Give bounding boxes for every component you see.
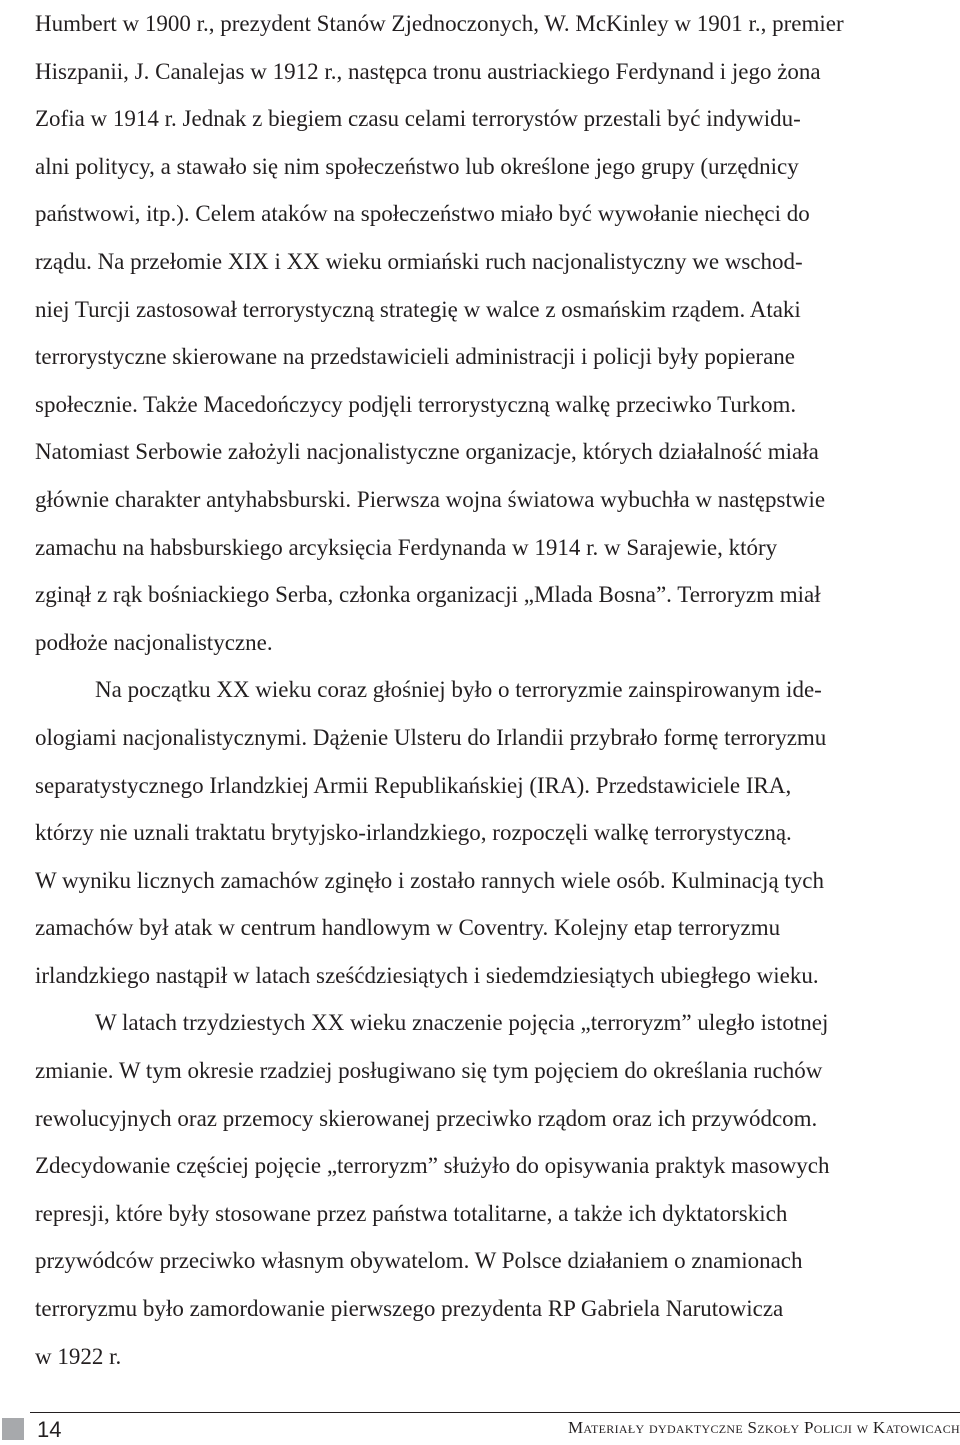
text-line: zginął z rąk bośniackiego Serba, członka organizacji „Mlada Bosna”. Terroryzm miał	[35, 582, 821, 608]
text-line: zamachu na habsburskiego arcyksięcia Ferdynanda w 1914 r. w Sarajewie, który	[35, 534, 778, 560]
page-number: 14	[37, 1417, 62, 1442]
text-line: Natomiast Serbowie założyli nacjonalistyczne organizacje, których działalność miała	[35, 439, 819, 465]
text-line: którzy nie uznali traktatu brytyjsko-irlandzkiego, rozpoczęli walkę terrorystyczną.	[35, 820, 792, 846]
text-line: zmianie. W tym okresie rzadziej posługiwano się tym pojęciem do określania ruchów	[35, 1058, 823, 1084]
text-line: Hiszpanii, J. Canalejas w 1912 r., następca tronu austriackiego Ferdynand i jego żona	[35, 58, 821, 84]
text-line: rządu. Na przełomie XIX i XX wieku ormiański ruch nacjonalistyczny we wschod-	[35, 248, 803, 274]
text-line: rewolucyjnych oraz przemocy skierowanej przeciwko rządom oraz ich przywódcom.	[35, 1105, 818, 1131]
footer-rule	[30, 1412, 960, 1413]
text-line: głównie charakter antyhabsburski. Pierwsza wojna światowa wybuchła w następstwie	[35, 486, 826, 512]
text-line: zamachów był atak w centrum handlowym w Coventry. Kolejny etap terroryzmu	[35, 915, 781, 941]
text-line: represji, które były stosowane przez państwa totalitarne, a także ich dyktatorskich	[35, 1200, 788, 1226]
text-line: przywódców przeciwko własnym obywatelom. W Polsce działaniem o znamionach	[35, 1248, 803, 1274]
text-line: separatystycznego Irlandzkiej Armii Republikańskiej (IRA). Przedstawiciele IRA,	[35, 772, 792, 798]
text-line: państwowi, itp.). Celem ataków na społeczeństwo miało być wywołanie niechęci do	[35, 201, 810, 227]
text-line: podłoże nacjonalistyczne.	[35, 629, 273, 655]
text-line: Humbert w 1900 r., prezydent Stanów Zjednoczonych, W. McKinley w 1901 r., premier	[35, 11, 844, 36]
text-line: W wyniku licznych zamachów zginęło i zostało rannych wiele osób. Kulminacją tych	[35, 867, 824, 893]
running-footer-title: Materiały dydaktyczne Szkoły Policji w Katowicach	[568, 1418, 960, 1437]
body-text	[35, 0, 960, 1380]
text-line: irlandzkiego nastąpił w latach sześćdziesiątych i siedemdziesiątych ubiegłego wieku.	[35, 962, 819, 988]
text-line: niej Turcji zastosował terrorystyczną strategię w walce z osmańskim rządem. Ataki	[35, 296, 801, 322]
text-line: ologiami nacjonalistycznymi. Dążenie Ulsteru do Irlandii przybrało formę terroryzmu	[35, 724, 827, 750]
text-line: społecznie. Także Macedończycy podjęli terrorystyczną walkę przeciwko Turkom.	[35, 391, 797, 417]
text-line: alni politycy, a stawało się nim społeczeństwo lub określone jego grupy (urzędnicy	[35, 153, 799, 179]
text-line: Na początku XX wieku coraz głośniej było o terroryzmie zainspirowanym ide-	[95, 677, 822, 703]
footer-square-marker	[2, 1418, 24, 1440]
text-line: terrorystyczne skierowane na przedstawicieli administracji i policji były popierane	[35, 344, 795, 370]
text-line: w 1922 r.	[35, 1343, 122, 1369]
page-footer	[0, 1400, 960, 1445]
text-line: Zofia w 1914 r. Jednak z biegiem czasu celami terrorystów przestali być indywidu-	[35, 106, 801, 132]
text-line: W latach trzydziestych XX wieku znaczenie pojęcia „terroryzm” uległo istotnej	[95, 1010, 829, 1036]
text-line: terroryzmu było zamordowanie pierwszego prezydenta RP Gabriela Narutowicza	[35, 1296, 784, 1322]
text-line: Zdecydowanie częściej pojęcie „terroryzm” służyło do opisywania praktyk masowych	[35, 1153, 830, 1179]
